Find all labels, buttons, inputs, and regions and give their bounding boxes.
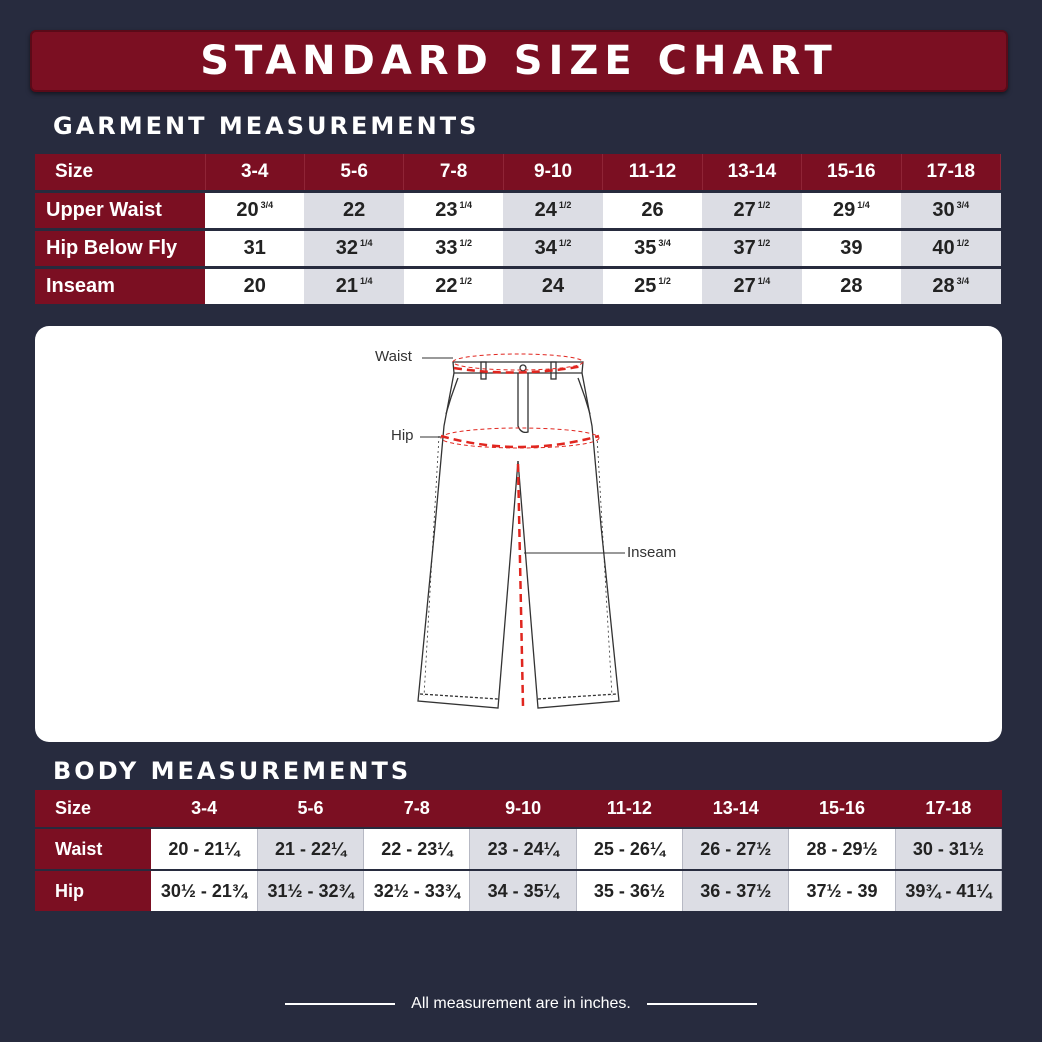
measurement-cell: 39¾ - 41¼ [895,870,1001,911]
garment-row [35,230,1001,268]
row-label: Upper Waist [35,192,205,230]
measurement-cell: 31½ - 32¾ [257,870,363,911]
footer-rule-right [647,1003,757,1005]
size-column-header: 11-12 [576,790,682,828]
measurement-cell: 20 $^{3/4}$ [205,192,304,230]
waist-label: Waist [375,348,412,365]
inseam-guide [518,464,523,706]
size-column-header: 7-8 [404,154,503,192]
measurement-cell: 33 $^{1/2}$ [404,230,503,268]
title-banner [30,30,1008,92]
measurement-cell: 28 $^{3/4}$ [901,268,1000,305]
size-column-header: 5-6 [304,154,403,192]
measurement-cell: 26 [603,192,702,230]
measurement-cell: 21 - 22¼ [257,828,363,870]
measurement-cell: 23 - 24¼ [470,828,576,870]
measurement-cell: 37½ - 39 [789,870,895,911]
hip-guide-top [441,428,599,448]
fly-outline [518,373,528,432]
measurement-cell: 35 - 36½ [576,870,682,911]
measurement-cell: 28 [802,268,901,305]
row-label: Inseam [35,268,205,305]
size-column-header: 9-10 [470,790,576,828]
pants-diagram [35,326,1002,742]
measurement-cell: 37 $^{1/2}$ [702,230,801,268]
inseam-label: Inseam [627,544,677,561]
measurement-cell: 20 [205,268,304,305]
size-column-header: 17-18 [901,154,1000,192]
measurement-cell: 31 [205,230,304,268]
size-column-header: 17-18 [895,790,1001,828]
right-leg-outline [518,373,619,708]
measurement-cell: 23 $^{1/4}$ [404,192,503,230]
size-column-header: 11-12 [603,154,702,192]
measurement-cell: 21 $^{1/4}$ [304,268,403,305]
measurement-cell: 22 [304,192,403,230]
measurement-cell: 30½ - 21¾ [151,870,257,911]
size-header: Size [35,154,205,192]
waist-guide [454,366,583,373]
size-column-header: 5-6 [257,790,363,828]
measurement-cell: 34 - 35¼ [470,870,576,911]
measurement-cell: 32 $^{1/4}$ [304,230,403,268]
measurement-cell: 40 $^{1/2}$ [901,230,1000,268]
measurement-cell: 32½ - 33¾ [364,870,470,911]
footer-rule-left [285,1003,395,1005]
body-row [35,870,1002,911]
measurement-cell: 27 $^{1/2}$ [702,192,801,230]
measurement-cell: 25 - 26¼ [576,828,682,870]
row-label: Waist [35,828,151,870]
size-column-header: 9-10 [503,154,602,192]
measurement-cell: 35 $^{3/4}$ [603,230,702,268]
garment-row [35,192,1001,230]
row-label: Hip [35,870,151,911]
garment-table [35,154,1001,304]
size-column-header: 3-4 [205,154,304,192]
body-table [35,790,1002,911]
garment-heading: GARMENT MEASUREMENTS [53,112,480,140]
garment-header-row [35,154,1001,192]
size-column-header: 15-16 [802,154,901,192]
size-column-header: 13-14 [702,154,801,192]
measurement-cell: 34 $^{1/2}$ [503,230,602,268]
measurement-cell: 29 $^{1/4}$ [802,192,901,230]
size-header: Size [35,790,151,828]
measurement-cell: 20 - 21¼ [151,828,257,870]
size-column-header: 15-16 [789,790,895,828]
body-header-row [35,790,1002,828]
measurement-cell: 39 [802,230,901,268]
measurement-cell: 24 [503,268,602,305]
pants-diagram-panel [35,326,1002,742]
measurement-cell: 27 $^{1/4}$ [702,268,801,305]
footer [0,994,1042,1014]
body-heading: BODY MEASUREMENTS [53,757,412,785]
row-label: Hip Below Fly [35,230,205,268]
measurement-cell: 28 - 29½ [789,828,895,870]
measurement-cell: 24 $^{1/2}$ [503,192,602,230]
body-row [35,828,1002,870]
garment-row [35,268,1001,305]
hip-label: Hip [391,427,414,444]
measurement-cell: 22 $^{1/2}$ [404,268,503,305]
measurement-cell: 22 - 23¼ [364,828,470,870]
measurement-cell: 26 - 27½ [683,828,789,870]
size-column-header: 3-4 [151,790,257,828]
size-column-header: 7-8 [364,790,470,828]
measurement-cell: 30 $^{3/4}$ [901,192,1000,230]
measurement-cell: 25 $^{1/2}$ [603,268,702,305]
page-title: STANDARD SIZE CHART [200,38,838,84]
left-leg-outline [418,373,518,708]
size-column-header: 13-14 [683,790,789,828]
footer-note: All measurement are in inches. [411,995,631,1012]
measurement-cell: 36 - 37½ [683,870,789,911]
measurement-cell: 30 - 31½ [895,828,1001,870]
